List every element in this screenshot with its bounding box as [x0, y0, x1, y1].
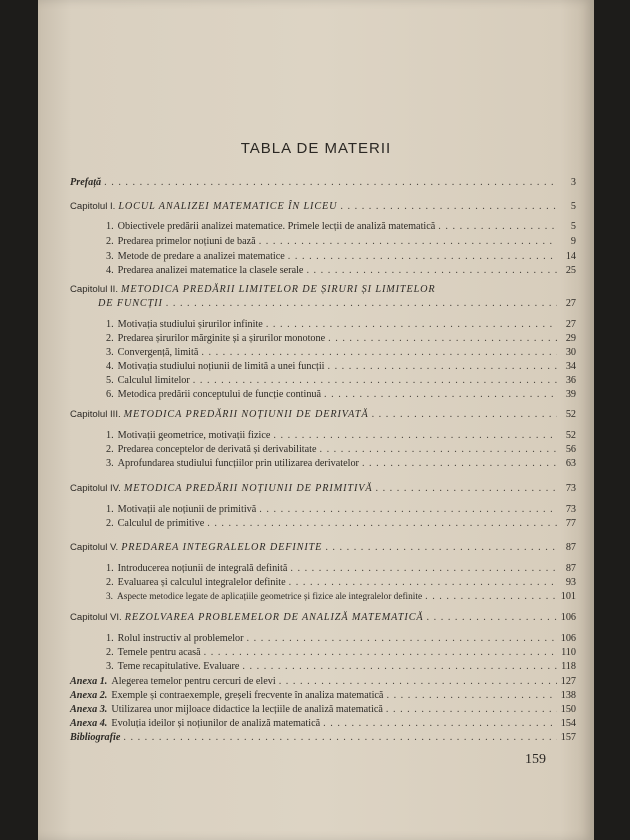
- toc-section: 4. Motivația studiului noțiunii de limită a unei funcții . . . 34: [106, 360, 576, 374]
- toc-section: 4. Predarea analizei matematice la clasele serale . . . 25: [106, 264, 576, 278]
- toc-chapter-3: Capitolul III. METODICA PREDĂRII NOȚIUNII DE DERIVATĂ . . . 52: [70, 408, 576, 422]
- toc-section: 3. Aprofundarea studiului funcțiilor prin utilizarea derivatelor . . . 63: [106, 457, 576, 471]
- toc-section: 2. Predarea conceptelor de derivată și derivabilitate . . . 56: [106, 443, 576, 457]
- toc-chapter-4: Capitolul IV. METODICA PREDĂRII NOȚIUNII DE PRIMITIVĂ . . . 73: [70, 482, 576, 496]
- toc-section: 1. Rolul instructiv al problemelor . . . 106: [106, 632, 576, 646]
- toc-annex-2: Anexa 2. Exemple și contraexemple, greșeli frecvente în analiza matematică . . . 138: [70, 689, 576, 703]
- toc-section: 3. Teme recapitulative. Evaluare . . . 118: [106, 660, 576, 674]
- toc-chapter-1: Capitolul I. LOCUL ANALIZEI MATEMATICE ÎN LICEU . . . 5: [70, 200, 576, 214]
- toc-section: 3. Metode de predare a analizei matematice . . . 14: [106, 250, 576, 264]
- toc-section: 3. Convergență, limită . . . 30: [106, 346, 576, 360]
- toc-section: 2. Calculul de primitive . . . 77: [106, 517, 576, 531]
- toc-section: 1. Motivații geometrice, motivații fizice . . . 52: [106, 429, 576, 443]
- toc-section: 2. Temele pentru acasă . . . 110: [106, 646, 576, 660]
- toc-annex-4: Anexa 4. Evoluția ideilor și noțiunilor de analiză matematică . . . 154: [70, 717, 576, 731]
- toc-section: 2. Predarea primelor noțiuni de bază . . . 9: [106, 235, 576, 249]
- toc-section: 1. Obiectivele predării analizei matematice. Primele lecții de analiză matematică . . . 5: [106, 220, 576, 234]
- toc-section: 1. Motivații ale noțiunii de primitivă . . . 73: [106, 503, 576, 517]
- toc-annex-1: Anexa 1. Alegerea temelor pentru cercuri de elevi . . . 127: [70, 675, 576, 689]
- toc-chapter-5: Capitolul V. PREDAREA INTEGRALELOR DEFINITE . . . 87: [70, 541, 576, 555]
- toc-chapter-2: Capitolul II. METODICA PREDĂRII LIMITELOR DE ȘIRURI ȘI LIMITELOR: [70, 284, 436, 295]
- toc-section: 6. Metodica predării conceptului de funcție continuă . . . 39: [106, 388, 576, 402]
- toc-entry-bibliography: Bibliografie . . . 157: [70, 731, 576, 745]
- toc-section: 1. Motivația studiului șirurilor infinite . . . 27: [106, 318, 576, 332]
- toc-section: 2. Evaluarea și calculul integralelor definite . . . 93: [106, 576, 576, 590]
- page-title: TABLA DE MATERII: [240, 140, 392, 157]
- toc-entry-preface: Prefață . . . 3: [70, 176, 576, 190]
- toc-annex-3: Anexa 3. Utilizarea unor mijloace didactice la lecțiile de analiză matematică . . . 150: [70, 703, 576, 717]
- toc-chapter-2-cont: DE FUNCȚII . . . 27: [98, 297, 576, 311]
- toc-section: 3. Aspecte metodice legate de aplicațiile geometrice și fizice ale integralelor definite . . . 101: [106, 590, 576, 604]
- toc-section: 5. Calculul limitelor . . . 36: [106, 374, 576, 388]
- page-number: 159: [525, 752, 546, 767]
- toc-chapter-6: Capitolul VI. REZOLVAREA PROBLEMELOR DE ANALIZĂ MATEMATICĂ . . . 106: [70, 611, 576, 625]
- toc-section: 1. Introducerea noțiunii de integrală definită . . . 87: [106, 562, 576, 576]
- toc-section: 2. Predarea șirurilor mărginite și a șirurilor monotone . . . 29: [106, 332, 576, 346]
- book-page: [38, 0, 594, 840]
